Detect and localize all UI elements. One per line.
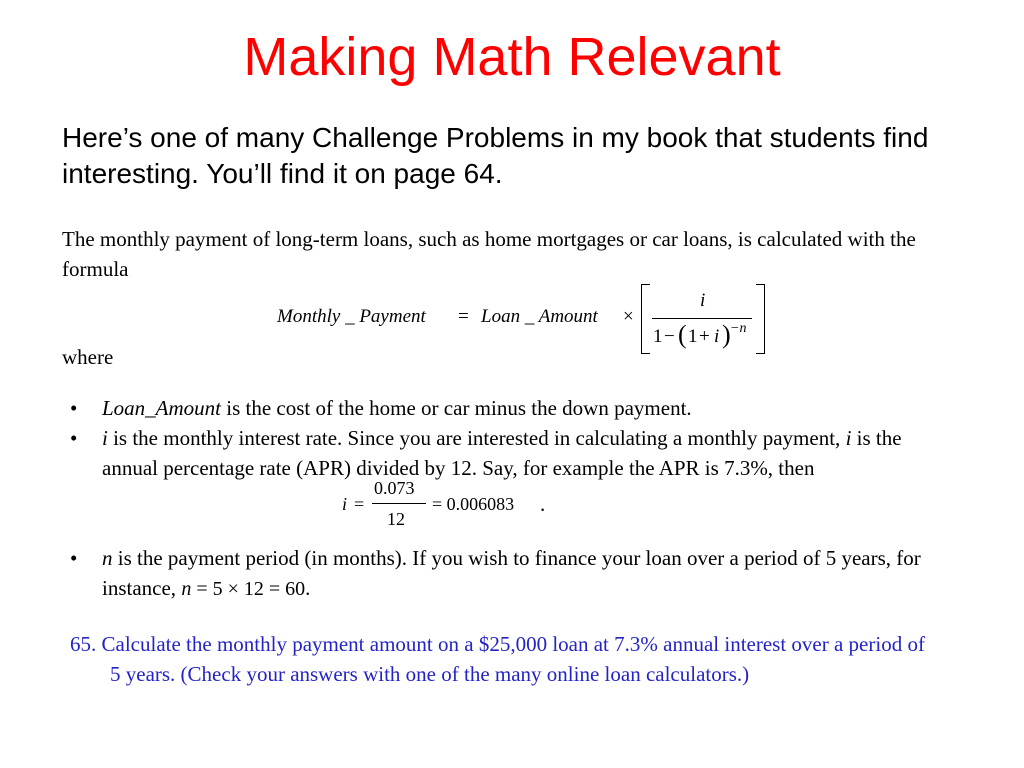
- var-i: i: [845, 426, 852, 450]
- den-exponent: −n: [730, 321, 747, 336]
- var-i: i: [102, 426, 108, 450]
- den-open-paren: (: [678, 320, 687, 349]
- bullet-text: is the annual percentage rate (APR) divided by 12. Say, for example the APR is 7.3%, then: [102, 426, 902, 480]
- challenge-problem-65: 65. Calculate the monthly payment amount on a $25,000 loan at 7.3% annual interest over a period of 5 years. (Check your answers with one of the many online loan calculators.): [70, 632, 925, 686]
- i-eq-numerator: 0.073: [374, 478, 415, 498]
- slide-title: Making Math Relevant: [243, 27, 781, 87]
- bullet-dot: •: [70, 546, 78, 570]
- formula-fraction-bar: [652, 318, 752, 319]
- sentence-end: .: [305, 576, 311, 600]
- list-item: [70, 423, 950, 543]
- i-eq-result: = 0.006083: [432, 494, 515, 514]
- list-item: [70, 393, 950, 423]
- list-item: [70, 543, 950, 604]
- formula-equals: =: [458, 306, 469, 327]
- bullet-text: is the monthly interest rate. Since you are interested in calculating a monthly payment,: [107, 426, 846, 450]
- i-eq-fraction-bar: [372, 503, 426, 504]
- var-n: n: [102, 546, 113, 570]
- formula-times: ×: [623, 306, 634, 327]
- den-one: 1: [653, 326, 663, 347]
- formula-loan-amount: Loan _ Amount: [481, 306, 598, 327]
- den-inner-one: 1: [688, 326, 698, 347]
- i-eq-denominator: 12: [387, 509, 405, 529]
- var-loan-amount: Loan_Amount: [102, 396, 222, 420]
- right-bracket: [756, 284, 765, 354]
- bullet-text: is the cost of the home or car minus the down payment.: [221, 396, 692, 420]
- den-minus: −: [664, 326, 675, 347]
- den-i: i: [714, 326, 720, 347]
- left-bracket: [641, 284, 650, 354]
- i-eq-var: i: [342, 494, 348, 514]
- i-eq-equals: =: [354, 494, 365, 514]
- den-plus: +: [699, 326, 710, 347]
- bullet-dot: •: [70, 426, 78, 450]
- formula-intro-text: The monthly payment of long-term loans, such as home mortgages or car loans, is calculated with the formula: [62, 227, 916, 281]
- i-eq-period: .: [540, 492, 546, 516]
- bullet-text: is the payment period (in months). If you wish to finance your loan over a period of 5 years, for instance,: [102, 546, 921, 600]
- where-label: where: [62, 345, 114, 369]
- bullet-dot: •: [70, 396, 78, 420]
- n-equation: n = 5 × 12 = 60: [181, 578, 306, 600]
- intro-text: Here’s one of many Challenge Problems in my book that students find interesting. You’ll find it on page 64.: [62, 122, 929, 189]
- formula-numerator: i: [700, 290, 706, 311]
- den-close-paren: ): [722, 320, 731, 349]
- formula-lhs: Monthly _ Payment: [277, 306, 426, 327]
